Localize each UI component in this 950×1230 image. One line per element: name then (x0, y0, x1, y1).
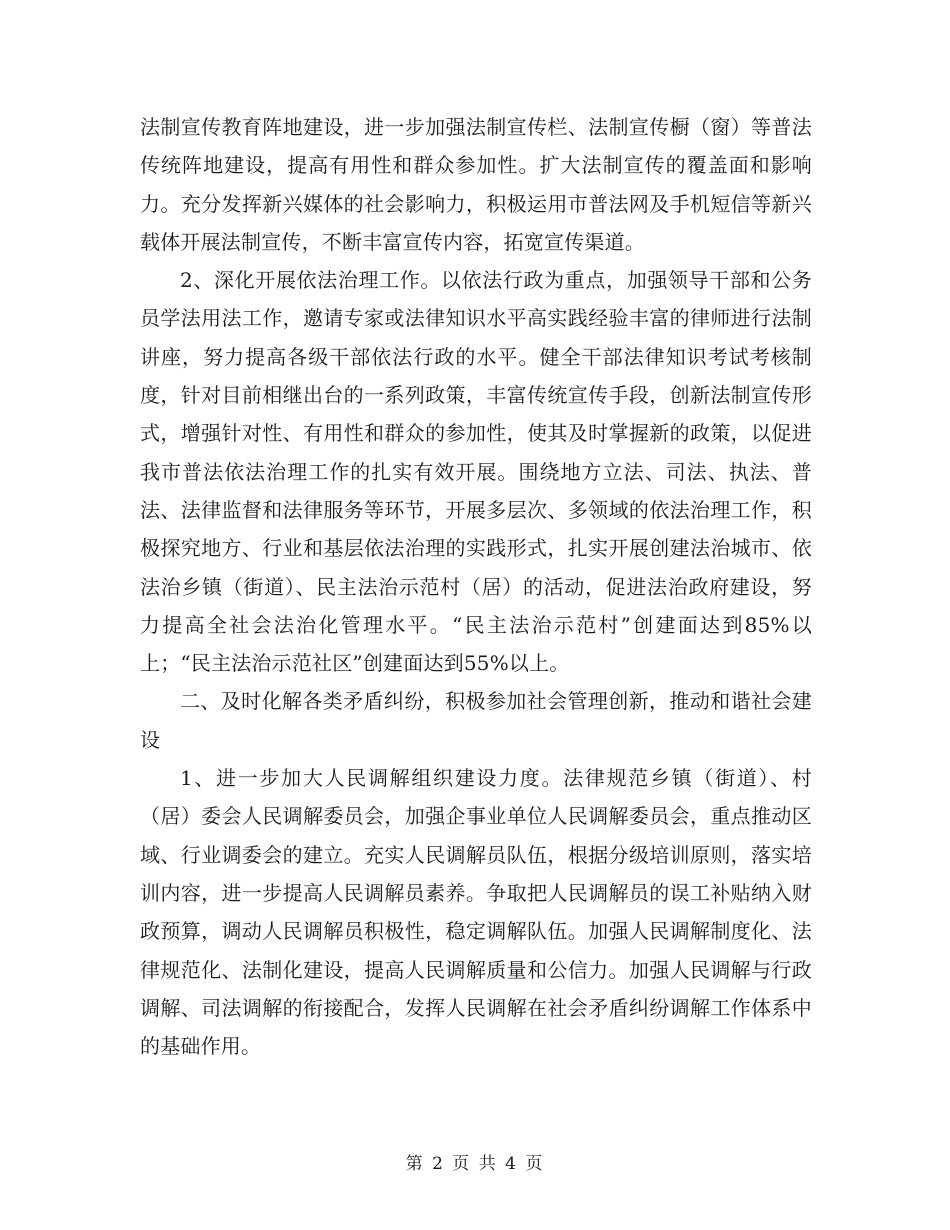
page-number-footer: 第 2 页 共 4 页 (405, 1154, 545, 1174)
section-heading-2: 二、及时化解各类矛盾纠纷，积极参加社会管理创新，推动和谐社会建设 (140, 689, 812, 752)
paragraph-item-2: 2、深化开展依法治理工作。以依法行政为重点，加强领导干部和公务员学法用法工作，邀请专家或法律知识水平高实践经验丰富的律师进行法制讲座，努力提高各级干部依法行政的水平。健全干部法律知识考试考核制度，针对目前相继出台的一系列政策，丰富传统宣传手段，创新法制宣传形式，增强针对性、有用性和群众的参加性，使其及时掌握新的政策，以促进我市普法依法治理工作的扎实有效开展。围绕地方立法、司法、执法、普法、法律监督和法律服务等环节，开展多层次、多领域的依法治理工作，积极探究地方、行业和基层依法治理的实践形式，扎实开展创建法治城市、依法治乡镇（街道）、民主法治示范村（居）的活动，促进法治政府建设，努力提高全社会法治化管理水平。“民主法治示范村”创建面达到85%以上；“民主法治示范社区”创建面达到55%以上。 (140, 268, 812, 676)
paragraph-continuation: 法制宣传教育阵地建设，进一步加强法制宣传栏、法制宣传橱（窗）等普法传统阵地建设，提高有用性和群众参加性。扩大法制宣传的覆盖面和影响力。充分发挥新兴媒体的社会影响力，积极运用市普法网及手机短信等新兴载体开展法制宣传，不断丰富宣传内容，拓宽宣传渠道。 (140, 115, 812, 254)
body-text (140, 108, 812, 1065)
paragraph-item-1: 1、进一步加大人民调解组织建设力度。法律规范乡镇（街道）、村（居）委会人民调解委员会，加强企事业单位人民调解委员会，重点推动区域、行业调委会的建立。充实人民调解员队伍，根据分级培训原则，落实培训内容，进一步提高人民调解员素养。争取把人民调解员的误工补贴纳入财政预算，调动人民调解员积极性，稳定调解队伍。加强人民调解制度化、法律规范化、法制化建设，提高人民调解质量和公信力。加强人民调解与行政调解、司法调解的衔接配合，发挥人民调解在社会矛盾纠纷调解工作体系中的基础作用。 (140, 766, 812, 1059)
